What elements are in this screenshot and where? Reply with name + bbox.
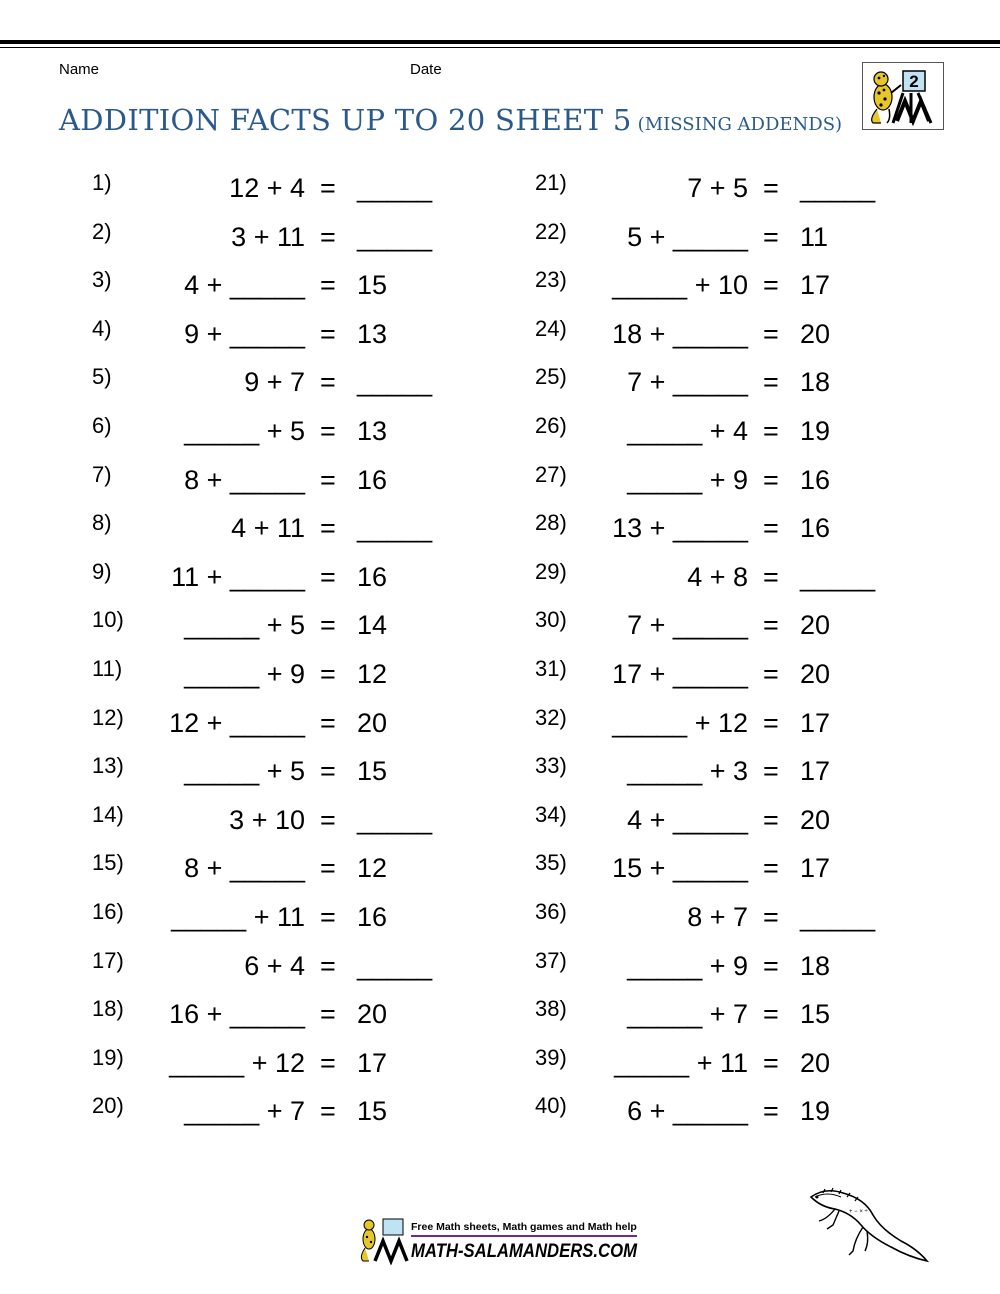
problem-equals: = — [320, 999, 336, 1030]
problem-answer: _____ — [357, 513, 433, 544]
problem-expression: 3 + 10 — [229, 804, 305, 835]
problem-answer: 17 — [800, 853, 831, 884]
problem-number: 32) — [535, 704, 567, 730]
problem-expression: _____ + 3 — [627, 756, 748, 787]
problem-number: 5) — [92, 364, 112, 390]
problem-expression: _____ + 11 — [171, 902, 305, 932]
problem-equals: = — [763, 853, 779, 884]
problem-answer: 20 — [800, 610, 831, 641]
problem-expression: 18 + _____ — [612, 318, 748, 349]
problem-equals: = — [763, 464, 779, 495]
grade-number: 2 — [909, 72, 919, 91]
problem-equals: = — [320, 853, 336, 884]
problem-number: 7) — [92, 461, 112, 487]
problem-number: 1) — [92, 170, 112, 195]
problem-answer: 15 — [357, 756, 388, 787]
problem-expression: _____ + 7 — [627, 999, 748, 1030]
problem-expression: _____ + 9 — [627, 950, 748, 981]
problem-number: 28) — [535, 510, 567, 536]
problem-answer: _____ — [800, 902, 876, 932]
problem-answer: 12 — [357, 659, 388, 689]
problem-expression: 8 + 7 — [687, 902, 748, 932]
problem-equals: = — [763, 513, 779, 544]
problem-number: 12) — [92, 704, 124, 730]
problem-answer: 19 — [800, 416, 831, 446]
problem-answer: 17 — [800, 707, 831, 738]
problem-number: 38) — [535, 996, 567, 1022]
problem-number: 16) — [92, 899, 124, 924]
problem-equals: = — [320, 804, 336, 835]
problem-answer: _____ — [357, 221, 433, 252]
problem-expression: _____ + 7 — [184, 1096, 305, 1127]
top-rule-thick — [0, 40, 1000, 44]
problem-number: 29) — [535, 558, 567, 584]
problem-equals: = — [320, 561, 336, 592]
problem-equals: = — [763, 367, 779, 398]
problem-expression: 11 + _____ — [171, 561, 305, 592]
problem-number: 14) — [92, 801, 124, 827]
problem-equals: = — [320, 902, 336, 932]
problem-equals: = — [320, 270, 336, 301]
problem-expression: 3 + 11 — [231, 221, 305, 252]
problem-number: 2) — [92, 218, 112, 244]
problem-number: 31) — [535, 656, 567, 681]
problem-expression: _____ + 5 — [184, 610, 305, 641]
problem-number: 33) — [535, 753, 567, 779]
problem-expression: 7 + _____ — [627, 610, 748, 641]
problem-equals: = — [320, 464, 336, 495]
problem-equals: = — [320, 659, 336, 689]
title-main: ADDITION FACTS UP TO 20 SHEET 5 — [59, 103, 632, 137]
problem-expression: 17 + _____ — [612, 659, 748, 689]
date-label: Date — [410, 61, 442, 78]
problem-equals: = — [763, 999, 779, 1030]
problem-expression: 6 + _____ — [627, 1096, 748, 1127]
problem-answer: 13 — [357, 416, 388, 446]
problem-answer: 18 — [800, 950, 831, 981]
problem-equals: = — [763, 950, 779, 981]
problem-equals: = — [763, 1096, 779, 1127]
problem-number: 15) — [92, 850, 124, 876]
problem-number: 23) — [535, 267, 567, 293]
problem-number: 27) — [535, 461, 567, 487]
problem-answer: 12 — [357, 853, 388, 884]
problem-answer: 16 — [357, 561, 388, 592]
problem-expression: 6 + 4 — [244, 950, 305, 981]
problem-expression: 13 + _____ — [612, 513, 748, 544]
problem-expression: 8 + _____ — [184, 853, 305, 884]
problem-answer: _____ — [800, 173, 876, 203]
problem-answer: _____ — [357, 367, 433, 398]
problem-expression: 4 + _____ — [627, 804, 748, 835]
problem-equals: = — [320, 318, 336, 349]
problem-answer: 17 — [357, 1047, 388, 1078]
problem-equals: = — [763, 756, 779, 787]
problem-number: 37) — [535, 947, 567, 973]
problem-equals: = — [763, 318, 779, 349]
problem-number: 35) — [535, 850, 567, 876]
problem-equals: = — [320, 1096, 336, 1127]
title-subtitle: (MISSING ADDENDS) — [637, 114, 843, 135]
problem-number: 22) — [535, 218, 567, 244]
problem-number: 3) — [92, 267, 112, 293]
problem-equals: = — [320, 221, 336, 252]
problem-expression: 4 + 11 — [231, 513, 305, 544]
problem-number: 11) — [92, 656, 123, 681]
problem-number: 20) — [92, 1093, 124, 1119]
problem-number: 9) — [92, 558, 112, 584]
problem-expression: 7 + 5 — [687, 173, 748, 203]
problem-expression: 15 + _____ — [612, 853, 748, 884]
page-title — [59, 103, 842, 137]
problem-expression: _____ + 10 — [612, 270, 748, 301]
problem-answer: 16 — [800, 464, 831, 495]
problem-expression: _____ + 12 — [169, 1047, 305, 1078]
problem-number: 34) — [535, 801, 567, 827]
problem-answer: 19 — [800, 1096, 831, 1127]
problem-equals: = — [763, 902, 779, 932]
problem-answer: 16 — [800, 513, 831, 544]
problem-equals: = — [763, 173, 779, 203]
problem-expression: _____ + 9 — [184, 659, 305, 689]
problem-number: 36) — [535, 899, 567, 924]
problem-expression: 12 + 4 — [229, 173, 305, 203]
problem-equals: = — [763, 707, 779, 738]
problem-answer: 18 — [800, 367, 831, 398]
salamander-icon — [805, 1185, 930, 1267]
problem-equals: = — [320, 610, 336, 641]
problem-expression: _____ + 5 — [184, 416, 305, 446]
problem-equals: = — [763, 610, 779, 641]
problem-expression: 8 + _____ — [184, 464, 305, 495]
footer-site: MATH-SALAMANDERS.COM — [411, 1241, 639, 1262]
problem-answer: 20 — [357, 707, 388, 738]
problem-equals: = — [320, 950, 336, 981]
problem-answer: 17 — [800, 756, 831, 787]
problem-number: 21) — [535, 170, 567, 195]
problem-expression: 4 + _____ — [184, 270, 305, 301]
problem-number: 25) — [535, 364, 567, 390]
problem-equals: = — [320, 416, 336, 446]
problem-answer: 16 — [357, 902, 388, 932]
problem-answer: _____ — [357, 173, 433, 203]
problem-expression: 4 + 8 — [687, 561, 748, 592]
problem-answer: 15 — [357, 1096, 388, 1127]
problem-answer: 20 — [800, 804, 831, 835]
problem-equals: = — [763, 804, 779, 835]
problem-expression: 16 + _____ — [169, 999, 305, 1030]
problem-answer: 16 — [357, 464, 388, 495]
problem-answer: 15 — [800, 999, 831, 1030]
problem-equals: = — [320, 1047, 336, 1078]
problem-number: 24) — [535, 315, 567, 341]
problem-expression: 9 + _____ — [184, 318, 305, 349]
problem-number: 19) — [92, 1044, 124, 1070]
problem-number: 40) — [535, 1093, 567, 1119]
problem-equals: = — [320, 756, 336, 787]
problem-equals: = — [763, 561, 779, 592]
problem-number: 4) — [92, 315, 112, 341]
problem-number: 10) — [92, 607, 124, 633]
problem-answer: 20 — [357, 999, 388, 1030]
problem-answer: 13 — [357, 318, 388, 349]
problem-equals: = — [763, 270, 779, 301]
problem-answer: 14 — [357, 610, 388, 641]
problem-number: 13) — [92, 753, 124, 779]
top-rule-thin — [0, 47, 1000, 48]
problem-answer: 20 — [800, 1047, 831, 1078]
problem-number: 18) — [92, 996, 124, 1022]
salamander-illustration — [805, 1185, 930, 1267]
problem-equals: = — [763, 659, 779, 689]
problem-number: 8) — [92, 510, 112, 536]
problem-expression: _____ + 12 — [612, 707, 748, 738]
problem-answer: 11 — [800, 221, 829, 252]
problem-number: 6) — [92, 413, 112, 438]
problem-answer: 20 — [800, 318, 831, 349]
problem-equals: = — [763, 416, 779, 446]
problem-expression: _____ + 9 — [627, 464, 748, 495]
problem-answer: _____ — [800, 561, 876, 592]
problem-answer: _____ — [357, 804, 433, 835]
problem-expression: 7 + _____ — [627, 367, 748, 398]
grade-logo — [862, 62, 944, 130]
problem-equals: = — [763, 1047, 779, 1078]
problem-equals: = — [320, 173, 336, 203]
problem-expression: 9 + 7 — [244, 367, 305, 398]
footer-logo — [355, 1215, 645, 1265]
problem-expression: 12 + _____ — [169, 707, 305, 738]
problem-number: 30) — [535, 607, 567, 633]
problem-equals: = — [320, 513, 336, 544]
problem-answer: 17 — [800, 270, 831, 301]
problem-answer: _____ — [357, 950, 433, 981]
problem-answer: 15 — [357, 270, 388, 301]
name-label: Name — [59, 61, 100, 78]
problem-equals: = — [763, 221, 779, 252]
problem-expression: _____ + 5 — [184, 756, 305, 787]
problem-number: 39) — [535, 1044, 567, 1070]
problem-expression: 5 + _____ — [627, 221, 748, 252]
problem-number: 26) — [535, 413, 567, 438]
svg-text:+ − × ÷: + − × ÷ — [849, 1209, 868, 1215]
problem-answer: 20 — [800, 659, 831, 689]
salamander-grade-icon — [863, 63, 942, 128]
math-salamanders-logo — [355, 1215, 645, 1265]
problem-expression: _____ + 4 — [627, 416, 748, 446]
problem-number: 17) — [92, 947, 124, 973]
problem-expression: _____ + 11 — [614, 1047, 748, 1078]
problem-equals: = — [320, 367, 336, 398]
problem-equals: = — [320, 707, 336, 738]
footer-tagline: Free Math sheets, Math games and Math help — [411, 1221, 637, 1233]
